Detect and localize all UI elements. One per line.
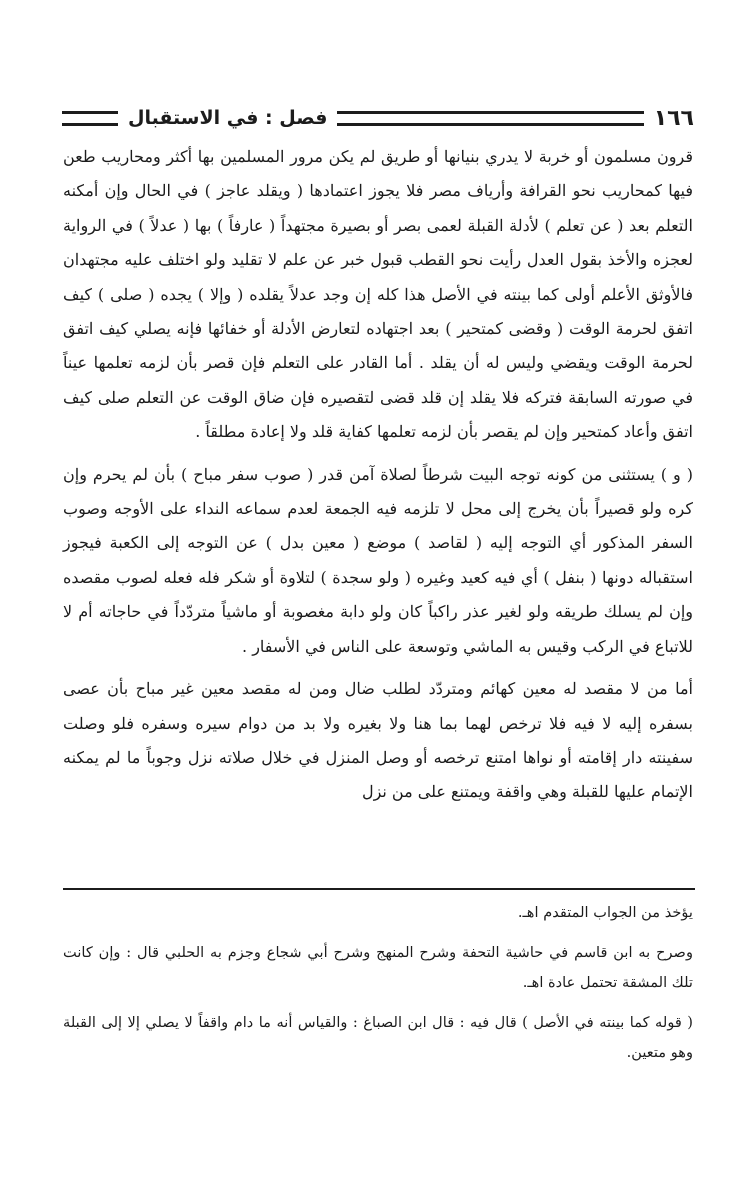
footnote-2: وصرح به ابن قاسم في حاشية التحفة وشرح المنهج وشرح أبي شجاع وجزم به الحلبي قال : وإن كانت تلك المشقة تحتمل عادة اهـ.: [63, 944, 693, 991]
footnote-1: يؤخذ من الجواب المتقدم اهـ.: [517, 904, 693, 921]
header-rule-left: [62, 111, 118, 126]
paragraph-1: قرون مسلمون أو خربة لا يدري بنيانها أو طريق لم يكن مرور المسلمين بها أكثر ومحاريب طعن فيها كمحاريب نحو القرافة وأرياف مصر فلا يجوز اعتمادها ( ويقلد عاجز ) في الحال وإن أمكنه التعلم بعد ( عن تعلم ) لأدلة القبلة لعمى بصر أو بصيرة مجتهداً ( عارفاً ) بها ( عدلاً ) في الرواية لعجزه والأخذ بقول العدل رأيت نحو القطب قبول خبر عن علم لا تقليد ولو اختلف عليه مجتهدان فالأوثق الأعلم أولى كما بينته في الأصل هذا كله إن وجد عدلاً يقلده ( وإلا ) يجده ( صلى ) كيف اتفق لحرمة الوقت ( وقضى كمتحير ) بعد اجتهاده لتعارض الأدلة أو خفائها فإنه يصلي كيف اتفق لحرمة الوقت ويقضي وليس له أن يقلد . أما القادر على التعلم فإن قصر بأن لزمه تعلمها عيناً في صورته السابقة فتركه فلا يقلد إن قلد قضى لتقصيره فإن ضاق الوقت عن التعلم صلى كيف اتفق وأعاد كمتحير وإن لم يقصر بأن لزمه تعلمها كفاية قلد ولا إعادة مطلقاً .: [63, 147, 693, 442]
footnotes: [63, 898, 693, 1078]
header-rule-right: [616, 111, 644, 126]
footnote-separator: [63, 888, 695, 890]
main-text: [63, 140, 693, 810]
paragraph-2: ( و ) يستثنى من كونه توجه البيت شرطاً لصلاة آمن قدر ( صوب سفر مباح ) بأن لم يحرم وإن كره ولو قصيراً بأن يخرج إلى محل لا تلزمه فيه الجمعة لعدم سماعه النداء على الأوجه وصوب السفر المذكور أي التوجه إليه ( لقاصد ) موضع ( معين بدل ) عن التوجه إلى الكعبة فيجوز استقباله دونها ( بنفل ) أي فيه كعيد وغيره ( ولو سجدة ) لتلاوة أو شكر فله فعله لصوب مقصده وإن لم يسلك طريقه ولو لغير عذر راكباً كان ولو دابة مغصوبة أو ماشياً متردّداً في حاجاته أم لا للاتباع في الركب وقيس به الماشي وتوسعة على الناس في الأسفار .: [63, 464, 694, 656]
running-header: [62, 98, 694, 138]
running-title: فصل : في الاستقبال: [128, 107, 328, 129]
header-rule-middle: [337, 111, 615, 126]
paragraph-3: أما من لا مقصد له معين كهائم ومتردّد لطلب ضال ومن له مقصد معين غير مباح بأن عصى بسفره إليه لا فيه فلا ترخص لهما بما هنا ولا بغيره ولا بد من دوام سيره وسفره فلو وصلت سفينته دار إقامته أو نواها امتنع ترخصه أو وصل المنزل في خلال صلاته نزل وجوباً ما لم يمكنه الإتمام عليها للقبلة وهي واقفة ويمتنع على من نزل: [63, 679, 694, 802]
footnote-3: ( قوله كما بينته في الأصل ) قال فيه : قال ابن الصباغ : والقياس أنه ما دام واقفاً لا يصلي إلا إلى القبلة وهو متعين.: [63, 1014, 693, 1061]
page-number: ١٦٦: [653, 105, 694, 131]
